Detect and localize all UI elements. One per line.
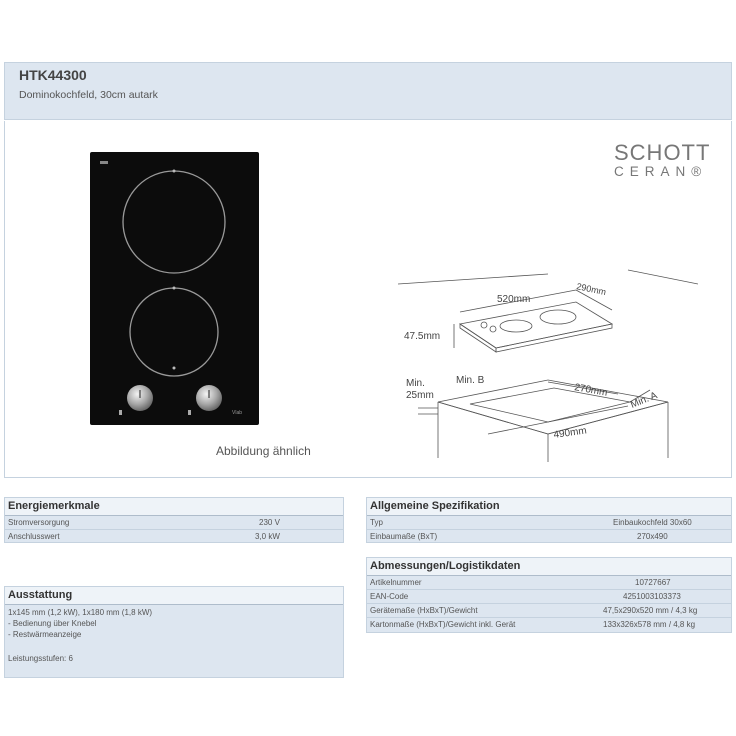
table-row	[5, 516, 343, 530]
table-row	[367, 530, 731, 543]
dim-47-5mm: 47.5mm	[404, 331, 441, 342]
row-value: 4251003103373	[623, 592, 681, 601]
image-caption: Abbildung ähnlich	[216, 444, 311, 458]
burner-mark	[173, 170, 176, 173]
row-value: 230 V	[259, 518, 280, 527]
row-value: Einbaukochfeld 30x60	[613, 518, 692, 527]
dim-520mm: 520mm	[497, 294, 531, 305]
equipment-panel	[4, 586, 344, 678]
row-key: Stromversorgung	[8, 518, 70, 527]
table-row	[367, 618, 731, 631]
logistics-title: Abmessungen/Logistikdaten	[367, 558, 731, 576]
row-key: EAN-Code	[370, 592, 409, 601]
dim-min-b: Min. B	[456, 375, 485, 386]
cooktop-drawing	[90, 152, 259, 425]
energy-panel	[4, 497, 344, 543]
energy-title: Energiemerkmale	[5, 498, 343, 516]
row-key: Kartonmaße (HxBxT)/Gewicht inkl. Gerät	[370, 620, 516, 629]
power-levels: Leistungsstufen: 6	[8, 654, 73, 663]
product-header	[4, 62, 732, 120]
equipment-line: - Bedienung über Knebel	[8, 619, 97, 628]
table-row	[367, 590, 731, 604]
equipment-line: - Restwärmeanzeige	[8, 630, 82, 639]
row-value: 3,0 kW	[255, 532, 280, 541]
dimension-drawing	[398, 262, 698, 462]
large-burner-ring	[123, 171, 225, 273]
row-value: 270x490	[637, 532, 668, 541]
row-key: Anschlusswert	[8, 532, 60, 541]
dim-min-25mm-line2: 25mm	[406, 390, 434, 401]
cooktop-logo-mark	[100, 161, 108, 164]
dim-290mm: 290mm	[575, 281, 608, 298]
model-number: HTK44300	[19, 67, 87, 83]
schott-ceran-logo	[614, 142, 724, 180]
burner-mark	[173, 367, 176, 370]
row-value: 133x326x578 mm / 4,8 kg	[603, 620, 696, 629]
product-description: Dominokochfeld, 30cm autark	[19, 89, 158, 101]
logo-line-2: CERAN®	[614, 164, 708, 179]
row-value: 47,5x290x520 mm / 4,3 kg	[603, 606, 698, 615]
row-key: Einbaumaße (BxT)	[370, 532, 438, 541]
knob-symbol	[119, 410, 122, 415]
dim-270mm: 270mm	[573, 382, 609, 399]
dim-min-a: Min. A	[629, 390, 659, 411]
dim-min-25mm-line1: Min.	[406, 378, 425, 389]
cooktop-brand: Vlab	[232, 410, 243, 416]
small-burner-ring	[130, 288, 218, 376]
row-key: Artikelnummer	[370, 578, 422, 587]
table-row	[367, 604, 731, 618]
general-spec-panel	[366, 497, 732, 543]
burner-mark	[173, 287, 176, 290]
table-row	[367, 516, 731, 530]
installation-diagram	[398, 262, 698, 467]
equipment-title: Ausstattung	[5, 587, 343, 605]
row-key: Typ	[370, 518, 383, 527]
row-value: 10727667	[635, 578, 671, 587]
knob-symbol	[188, 410, 191, 415]
cooktop-image	[90, 152, 259, 425]
row-key: Gerätemaße (HxBxT)/Gewicht	[370, 606, 478, 615]
dim-490mm: 490mm	[552, 425, 588, 441]
table-row	[5, 530, 343, 543]
logistics-panel	[366, 557, 732, 633]
logo-line-1: SCHOTT	[614, 140, 711, 165]
equipment-line: 1x145 mm (1,2 kW), 1x180 mm (1,8 kW)	[8, 608, 153, 617]
table-row	[367, 576, 731, 590]
general-spec-title: Allgemeine Spezifikation	[367, 498, 731, 516]
